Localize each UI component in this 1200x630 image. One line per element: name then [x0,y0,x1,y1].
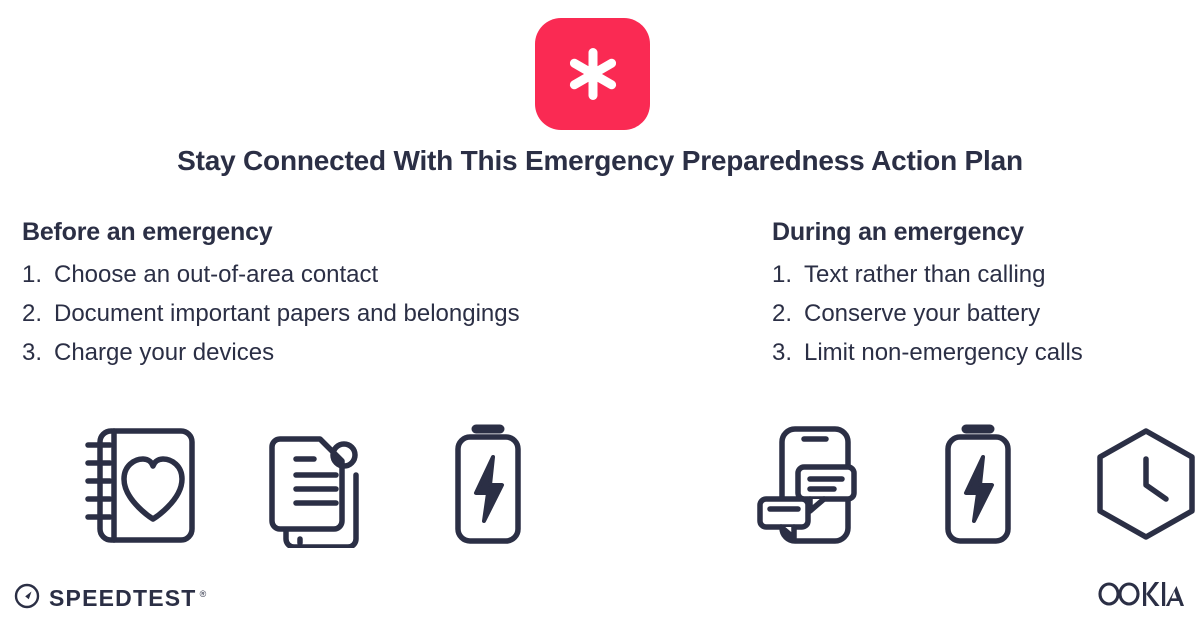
list-item [772,294,1192,333]
icon-row-during-emergency [750,418,1190,553]
speedtest-footer-logo [14,583,206,614]
list-item [772,255,1192,294]
hexagon-clock-icon [1086,418,1200,553]
column-during-emergency [772,218,1192,372]
list-item-number: 2. [22,300,43,327]
steps-list [22,255,762,372]
speedtest-wordmark: SPEEDTEST [49,585,197,611]
icon-row-before-emergency [80,418,520,553]
list-item [22,294,762,333]
list-item-number: 3. [22,339,43,366]
phone-message-icon [750,418,870,553]
list-item-number: 1. [22,261,43,288]
notebook-heart-icon [80,418,200,553]
list-item-label: Charge your devices [54,339,275,366]
list-item-label: Conserve your battery [804,300,1041,327]
list-item [22,333,762,372]
documents-stack-icon [260,418,380,553]
column-before-emergency [22,218,762,372]
speedtest-badge [535,18,650,130]
battery-charge-icon [440,418,536,553]
speedtest-trademark: ® [199,589,207,599]
list-item-number: 1. [772,261,793,288]
speedtest-asterisk-icon [563,44,623,104]
steps-list [772,255,1192,372]
list-item-label: Document important papers and belongings [54,300,520,327]
list-item-label: Choose an out-of-area contact [54,261,379,288]
list-item-number: 3. [772,339,793,366]
speedtest-gauge-icon [14,583,40,614]
page-title: Stay Connected With This Emergency Preparedness Action Plan [177,145,1023,176]
list-item-number: 2. [772,300,793,327]
column-heading: Before an emergency [22,218,273,246]
list-item [22,255,762,294]
column-heading: During an emergency [772,218,1024,246]
list-item-label: Text rather than calling [804,261,1046,288]
list-item [772,333,1192,372]
battery-charge-icon [930,418,1026,553]
ookla-footer-logo [1098,581,1184,612]
list-item-label: Limit non-emergency calls [804,339,1083,366]
ookla-wordmark-icon [1098,581,1184,612]
